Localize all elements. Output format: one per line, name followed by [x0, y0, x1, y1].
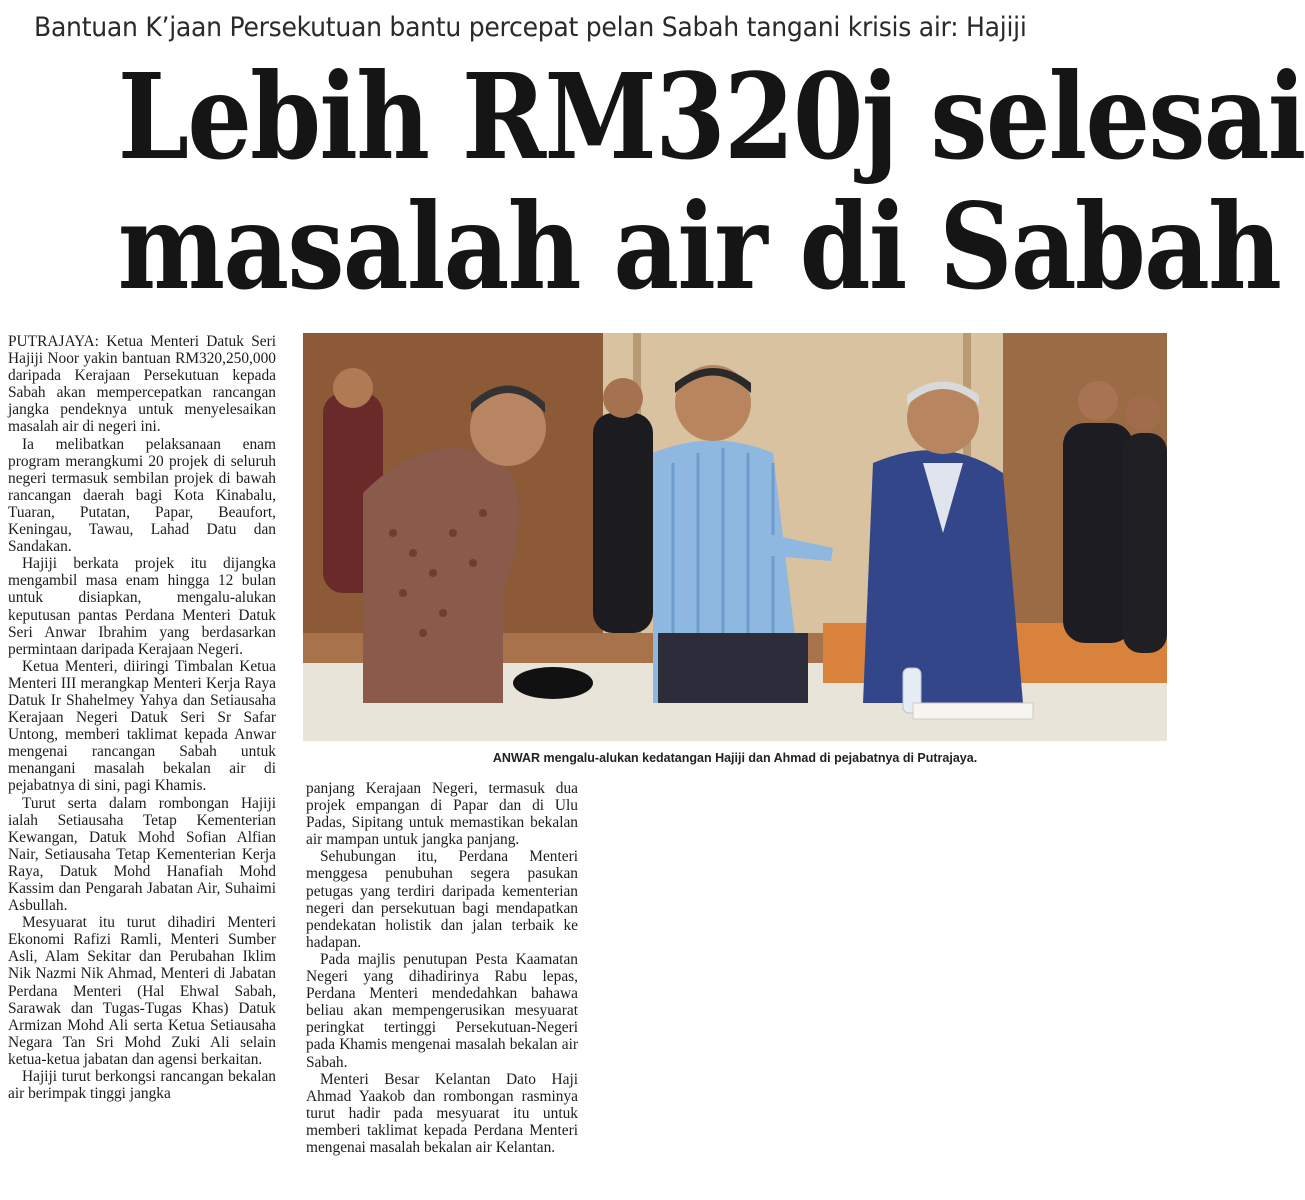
- paragraph: Hajiji turut berkongsi rancangan bekalan air berimpak tinggi jangka: [8, 1068, 276, 1103]
- paragraph: Mesyuarat itu turut dihadiri Menteri Ekonomi Rafizi Ramli, Menteri Sumber Asli, Alam Sekitar dan Perubahan Iklim Nik Nazmi Nik Ahmad, Menteri di Jabatan Perdana Menteri (Hal Ehwal Sabah, Sarawak dan Tugas-Tugas Khas) Datuk Armizan Mohd Ali serta Ketua Setiausaha Negara Tan Sri Mohd Zuki Ali selain ketua-ketua jabatan dan agensi berkaitan.: [8, 914, 276, 1068]
- paragraph: Ia melibatkan pelaksanaan enam program merangkumi 20 projek di seluruh negeri termasuk sembilan projek di bawah rancangan daerah bagi Kota Kinabalu, Tuaran, Putatan, Papar, Beaufort, Keningau, Tawau, Lahad Datu dan Sandakan.: [8, 435, 276, 556]
- paragraph: Pada majlis penutupan Pesta Kaamatan Negeri yang dihadirinya Rabu lepas, Perdana Menteri mendedahkan bahawa beliau akan mempengerusikan mesyuarat peringkat tertinggi Persekutuan-Negeri pada Khamis mengenai masalah bekalan air Sabah.: [306, 950, 578, 1071]
- paragraph: Sehubungan itu, Perdana Menteri menggesa penubuhan segera pasukan petugas yang terdiri daripada kementerian negeri dan persekutuan bagi mendapatkan pendekatan holistik dan jalan terbaik ke hadapan.: [306, 848, 578, 951]
- article-column-2: [306, 780, 578, 1156]
- article-column-1: [8, 333, 276, 1102]
- kicker: Bantuan K’jaan Persekutuan bantu percepat pelan Sabah tangani krisis air: Hajiji: [34, 12, 1027, 43]
- paragraph: panjang Kerajaan Negeri, termasuk dua projek empangan di Papar dan di Ulu Padas, Sipitang untuk memastikan bekalan air mampan untuk jangka panjang.: [306, 780, 578, 849]
- headline-line-1: Lebih RM320j selesai: [117, 47, 1305, 186]
- paragraph: PUTRAJAYA: Ketua Menteri Datuk Seri Hajiji Noor yakin bantuan RM320,250,000 daripada Kerajaan Persekutuan kepada Sabah akan mempercepatkan rancangan jangka pendeknya untuk menyelesaikan masalah air di negeri ini.: [8, 333, 276, 436]
- photo-caption: ANWAR mengalu-alukan kedatangan Hajiji dan Ahmad di pejabatnya di Putrajaya.: [492, 751, 978, 765]
- paragraph: Hajiji berkata projek itu dijangka mengambil masa enam hingga 12 bulan untuk disiapkan, mengalu-alukan keputusan pantas Perdana Menteri Datuk Seri Anwar Ibrahim yang berdasarkan permintaan daripada Kerajaan Negeri.: [8, 555, 276, 658]
- paragraph: Menteri Besar Kelantan Dato Haji Ahmad Yaakob dan rombongan rasminya turut hadir pada mesyuarat itu untuk memberi taklimat kepada Perdana Menteri mengenai masalah bekalan air Kelantan.: [306, 1070, 578, 1156]
- news-photo: [303, 333, 1167, 741]
- paragraph: Ketua Menteri, diiringi Timbalan Ketua Menteri III merangkap Menteri Kerja Raya Datuk Ir Shahelmey Yahya dan Setiausaha Kerajaan Negeri Datuk Seri Sr Safar Untong, memberi taklimat kepada Anwar mengenai rancangan Sabah untuk menangani masalah bekalan air di pejabatnya di sini, pagi Khamis.: [8, 657, 276, 795]
- headline-line-2: masalah air di Sabah: [117, 177, 1281, 316]
- headline: [117, 47, 1305, 316]
- paragraph: Turut serta dalam rombongan Hajiji ialah Setiausaha Tetap Kementerian Kewangan, Datuk Mohd Sofian Alfian Nair, Setiausaha Tetap Kementerian Kerja Raya, Datuk Mohd Hanafiah Mohd Kassim dan Pengarah Jabatan Air, Suhaimi Asbullah.: [8, 794, 276, 915]
